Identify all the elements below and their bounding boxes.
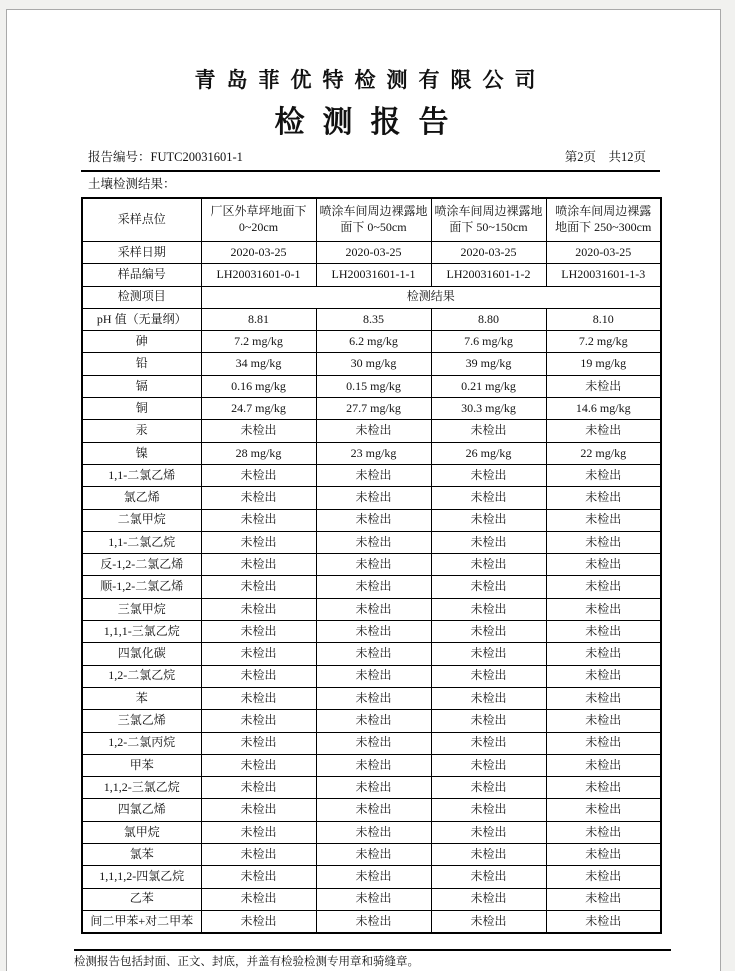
result-cell: 未检出: [201, 866, 316, 888]
result-cell: 6.2 mg/kg: [316, 331, 431, 353]
result-cell: 未检出: [201, 554, 316, 576]
test-result-header-cell: 检测结果: [201, 286, 661, 308]
result-cell: 未检出: [431, 531, 546, 553]
result-cell: 未检出: [546, 687, 661, 709]
item-name-cell: 反-1,2-二氯乙烯: [82, 554, 201, 576]
table-row: [82, 487, 661, 509]
report-page: [6, 9, 721, 971]
result-cell: 未检出: [546, 643, 661, 665]
result-cell: 未检出: [316, 665, 431, 687]
sampling-point-cell: 喷涂车间周边裸露地面下 50~150cm: [431, 198, 546, 242]
result-cell: 未检出: [201, 487, 316, 509]
sampling-date-row: [82, 242, 661, 264]
result-cell: 未检出: [431, 710, 546, 732]
result-cell: 未检出: [431, 777, 546, 799]
result-cell: 未检出: [431, 665, 546, 687]
result-cell: 8.10: [546, 308, 661, 330]
footer-note: 检测报告包括封面、正文、封底，并盖有检验检测专用章和骑缝章。: [74, 956, 419, 969]
sampling-date-cell: 2020-03-25: [431, 242, 546, 264]
sample-id-cell: LH20031601-0-1: [201, 264, 316, 286]
result-cell: 未检出: [316, 732, 431, 754]
sampling-date-label-cell: 采样日期: [82, 242, 201, 264]
result-cell: 未检出: [546, 420, 661, 442]
result-cell: 未检出: [316, 754, 431, 776]
item-name-cell: 1,1-二氯乙烷: [82, 531, 201, 553]
result-cell: 未检出: [546, 464, 661, 486]
result-cell: 未检出: [546, 777, 661, 799]
sampling-point-cell: 喷涂车间周边裸露地面下 250~300cm: [546, 198, 661, 242]
report-content: [74, 10, 660, 970]
table-row: [82, 710, 661, 732]
sample-id-row: [82, 264, 661, 286]
result-cell: 未检出: [431, 888, 546, 910]
report-number: [88, 149, 243, 165]
result-cell: 未检出: [316, 487, 431, 509]
result-cell: 未检出: [546, 665, 661, 687]
result-cell: 未检出: [316, 866, 431, 888]
result-cell: 7.6 mg/kg: [431, 331, 546, 353]
item-name-cell: 氯乙烯: [82, 487, 201, 509]
table-row: [82, 420, 661, 442]
item-name-cell: 1,2-二氯乙烷: [82, 665, 201, 687]
result-cell: 未检出: [431, 866, 546, 888]
report-number-value: FUTC20031601-1: [150, 150, 243, 164]
report-meta-row: [81, 149, 660, 165]
table-row: [82, 844, 661, 866]
result-cell: 30 mg/kg: [316, 353, 431, 375]
result-cell: 未检出: [431, 464, 546, 486]
table-row: [82, 866, 661, 888]
result-cell: 未检出: [201, 643, 316, 665]
item-name-cell: 1,1-二氯乙烯: [82, 464, 201, 486]
result-cell: 未检出: [316, 888, 431, 910]
report-number-label: 报告编号：: [88, 150, 151, 164]
table-row: [82, 554, 661, 576]
result-cell: 未检出: [316, 910, 431, 933]
item-name-cell: 甲苯: [82, 754, 201, 776]
sampling-point-label-cell: 采样点位: [82, 198, 201, 242]
result-cell: 8.81: [201, 308, 316, 330]
item-name-cell: 二氯甲烷: [82, 509, 201, 531]
result-cell: 未检出: [546, 844, 661, 866]
table-row: [82, 464, 661, 486]
item-name-cell: 1,1,1,2-四氯乙烷: [82, 866, 201, 888]
result-cell: 未检出: [201, 821, 316, 843]
item-name-cell: 镉: [82, 375, 201, 397]
footer-divider: [74, 949, 671, 951]
result-cell: 未检出: [201, 509, 316, 531]
item-name-cell: 四氯乙烯: [82, 799, 201, 821]
section-label: 土壤检测结果：: [88, 177, 176, 191]
table-row: [82, 888, 661, 910]
result-cell: 未检出: [201, 665, 316, 687]
result-cell: 未检出: [431, 509, 546, 531]
result-cell: 未检出: [546, 866, 661, 888]
result-cell: 34 mg/kg: [201, 353, 316, 375]
result-cell: 未检出: [201, 754, 316, 776]
item-name-cell: 1,1,2-三氯乙烷: [82, 777, 201, 799]
result-cell: 8.35: [316, 308, 431, 330]
item-name-cell: 四氯化碳: [82, 643, 201, 665]
result-cell: 未检出: [431, 487, 546, 509]
test-item-label-cell: 检测项目: [82, 286, 201, 308]
result-cell: 未检出: [316, 643, 431, 665]
result-cell: 未检出: [316, 799, 431, 821]
table-row: [82, 331, 661, 353]
result-cell: 未检出: [201, 777, 316, 799]
result-cell: 8.80: [431, 308, 546, 330]
result-cell: 未检出: [546, 621, 661, 643]
item-name-cell: 间二甲苯+对二甲苯: [82, 910, 201, 933]
result-cell: 未检出: [546, 554, 661, 576]
result-cell: 39 mg/kg: [431, 353, 546, 375]
result-cell: 未检出: [201, 420, 316, 442]
result-cell: 未检出: [201, 464, 316, 486]
table-row: [82, 754, 661, 776]
item-name-cell: 乙苯: [82, 888, 201, 910]
result-cell: 未检出: [546, 754, 661, 776]
result-cell: 未检出: [316, 844, 431, 866]
result-cell: 未检出: [431, 687, 546, 709]
result-cell: 未检出: [316, 554, 431, 576]
result-cell: 未检出: [546, 487, 661, 509]
sample-id-cell: LH20031601-1-3: [546, 264, 661, 286]
table-row: [82, 621, 661, 643]
result-cell: 未检出: [316, 687, 431, 709]
result-cell: 未检出: [546, 598, 661, 620]
table-row: [82, 799, 661, 821]
item-name-cell: 顺-1,2-二氯乙烯: [82, 576, 201, 598]
sample-id-cell: LH20031601-1-1: [316, 264, 431, 286]
result-cell: 未检出: [201, 687, 316, 709]
table-row: [82, 509, 661, 531]
result-cell: 未检出: [431, 621, 546, 643]
result-cell: 未检出: [201, 531, 316, 553]
result-cell: 未检出: [316, 710, 431, 732]
sample-id-label-cell: 样品编号: [82, 264, 201, 286]
table-row: [82, 665, 661, 687]
result-cell: 0.21 mg/kg: [431, 375, 546, 397]
table-row: [82, 910, 661, 933]
result-cell: 未检出: [546, 910, 661, 933]
header-rule: [81, 170, 660, 172]
result-cell: 0.16 mg/kg: [201, 375, 316, 397]
result-cell: 30.3 mg/kg: [431, 398, 546, 420]
report-title: 检测报告: [274, 106, 467, 139]
result-cell: 24.7 mg/kg: [201, 398, 316, 420]
result-cell: 未检出: [431, 732, 546, 754]
result-cell: 7.2 mg/kg: [201, 331, 316, 353]
result-cell: 27.7 mg/kg: [316, 398, 431, 420]
sample-id-cell: LH20031601-1-2: [431, 264, 546, 286]
result-cell: 26 mg/kg: [431, 442, 546, 464]
result-cell: 未检出: [546, 531, 661, 553]
result-cell: 未检出: [431, 420, 546, 442]
result-cell: 未检出: [431, 799, 546, 821]
result-cell: 未检出: [316, 420, 431, 442]
table-row: [82, 442, 661, 464]
result-cell: 未检出: [201, 598, 316, 620]
result-cell: 19 mg/kg: [546, 353, 661, 375]
result-cell: 未检出: [201, 710, 316, 732]
result-cell: 未检出: [546, 375, 661, 397]
table-row: [82, 821, 661, 843]
item-name-cell: 镍: [82, 442, 201, 464]
result-cell: 未检出: [546, 888, 661, 910]
result-cell: 28 mg/kg: [201, 442, 316, 464]
item-name-cell: 汞: [82, 420, 201, 442]
table-row: [82, 531, 661, 553]
table-row: [82, 576, 661, 598]
item-name-cell: 砷: [82, 331, 201, 353]
result-cell: 未检出: [201, 888, 316, 910]
table-row: [82, 732, 661, 754]
table-row: [82, 643, 661, 665]
result-cell: 未检出: [546, 509, 661, 531]
item-name-cell: pH 值（无量纲）: [82, 308, 201, 330]
result-cell: 未检出: [201, 799, 316, 821]
result-cell: 未检出: [316, 821, 431, 843]
results-table: [81, 197, 662, 934]
test-item-header-row: [82, 286, 661, 308]
result-cell: 未检出: [201, 621, 316, 643]
result-cell: 未检出: [431, 821, 546, 843]
sampling-date-cell: 2020-03-25: [316, 242, 431, 264]
item-name-cell: 三氯乙烯: [82, 710, 201, 732]
item-name-cell: 氯苯: [82, 844, 201, 866]
sampling-point-cell: 喷涂车间周边裸露地面下 0~50cm: [316, 198, 431, 242]
sampling-date-cell: 2020-03-25: [546, 242, 661, 264]
sampling-point-row: [82, 198, 661, 242]
result-cell: 未检出: [201, 844, 316, 866]
result-cell: 未检出: [431, 554, 546, 576]
result-cell: 未检出: [316, 777, 431, 799]
result-cell: 未检出: [546, 710, 661, 732]
result-cell: 未检出: [316, 598, 431, 620]
page-indicator: 第2页 共12页: [564, 150, 646, 164]
result-cell: 7.2 mg/kg: [546, 331, 661, 353]
result-cell: 未检出: [431, 598, 546, 620]
result-cell: 未检出: [431, 754, 546, 776]
result-cell: 23 mg/kg: [316, 442, 431, 464]
company-name: 青岛菲优特检测有限公司: [194, 68, 547, 92]
result-cell: 未检出: [201, 576, 316, 598]
result-cell: 未检出: [316, 621, 431, 643]
table-row: [82, 308, 661, 330]
item-name-cell: 1,1,1-三氯乙烷: [82, 621, 201, 643]
sampling-date-cell: 2020-03-25: [201, 242, 316, 264]
table-row: [82, 398, 661, 420]
result-cell: 未检出: [201, 910, 316, 933]
table-row: [82, 375, 661, 397]
table-row: [82, 598, 661, 620]
result-cell: 未检出: [546, 821, 661, 843]
result-cell: 未检出: [201, 732, 316, 754]
item-name-cell: 氯甲烷: [82, 821, 201, 843]
result-cell: 未检出: [546, 799, 661, 821]
report-footer: [74, 949, 671, 970]
result-cell: 未检出: [546, 576, 661, 598]
result-cell: 未检出: [316, 464, 431, 486]
item-name-cell: 铅: [82, 353, 201, 375]
item-name-cell: 1,2-二氯丙烷: [82, 732, 201, 754]
result-cell: 22 mg/kg: [546, 442, 661, 464]
result-cell: 0.15 mg/kg: [316, 375, 431, 397]
result-cell: 未检出: [316, 509, 431, 531]
table-row: [82, 353, 661, 375]
result-cell: 未检出: [431, 910, 546, 933]
item-name-cell: 苯: [82, 687, 201, 709]
result-cell: 未检出: [546, 732, 661, 754]
table-row: [82, 687, 661, 709]
result-cell: 14.6 mg/kg: [546, 398, 661, 420]
table-row: [82, 777, 661, 799]
item-name-cell: 铜: [82, 398, 201, 420]
results-tbody: [82, 198, 661, 933]
result-cell: 未检出: [316, 531, 431, 553]
result-cell: 未检出: [431, 844, 546, 866]
result-cell: 未检出: [316, 576, 431, 598]
result-cell: 未检出: [431, 643, 546, 665]
result-cell: 未检出: [431, 576, 546, 598]
sampling-point-cell: 厂区外草坪地面下 0~20cm: [201, 198, 316, 242]
item-name-cell: 三氯甲烷: [82, 598, 201, 620]
